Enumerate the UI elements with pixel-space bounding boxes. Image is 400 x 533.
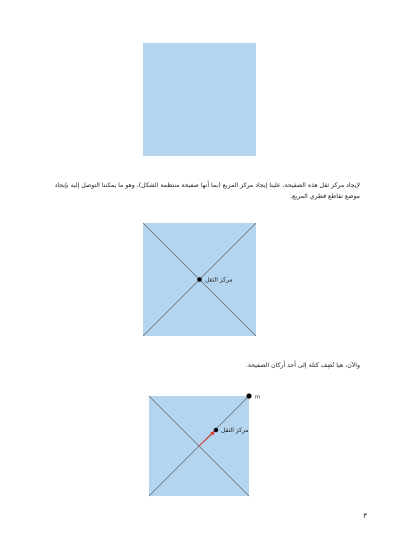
mass-label: m	[255, 394, 261, 401]
corner-mass-point	[246, 393, 251, 398]
page-number: ٣	[363, 512, 367, 520]
square-with-mass-figure	[145, 390, 265, 500]
intro-paragraph: لإيجاد مركز ثقل هذه الصفيحة، علينا إيجاد مركز المربع (بما أنها صفيحة منتظمة الشكل)، وهو ما يمكننا التوصل إليه بإيجاد موضع تقاطع قطري المربع.	[54, 182, 360, 200]
center-of-mass-point	[197, 277, 202, 282]
square-lamina-figure	[143, 43, 256, 156]
square-lamina	[143, 43, 256, 156]
center-of-mass-point	[214, 428, 218, 432]
square-diagonals-figure	[143, 223, 256, 336]
add-mass-paragraph: والآن، هيا نُضِف كتلة إلى أحد أركان الصفيحة.	[245, 362, 360, 369]
center-of-mass-label: مركز الثقل	[205, 276, 233, 284]
center-of-mass-label: مركز الثقل	[221, 427, 249, 434]
